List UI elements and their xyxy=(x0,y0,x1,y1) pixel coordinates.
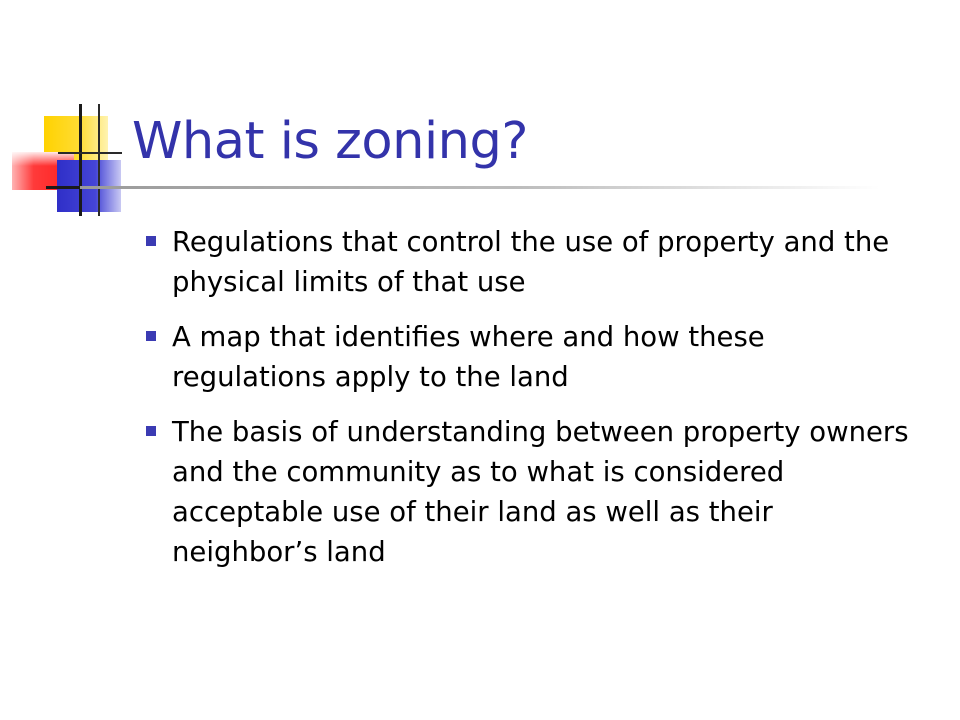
bullet-item xyxy=(146,317,926,397)
slide-title: What is zoning? xyxy=(132,112,528,171)
square-bullet-icon xyxy=(146,426,156,436)
title-divider xyxy=(80,186,880,189)
bullet-item xyxy=(146,412,926,572)
bullet-text: A map that identifies where and how these regulations apply to the land xyxy=(172,321,765,393)
square-bullet-icon xyxy=(146,236,156,246)
bullet-text: The basis of understanding between property owners and the community as to what is considered acceptable use of their land as well as their neighbor’s land xyxy=(172,416,909,568)
bullet-item xyxy=(146,222,926,302)
bullet-list xyxy=(146,222,926,587)
bullet-text: Regulations that control the use of property and the physical limits of that use xyxy=(172,226,890,298)
square-bullet-icon xyxy=(146,331,156,341)
